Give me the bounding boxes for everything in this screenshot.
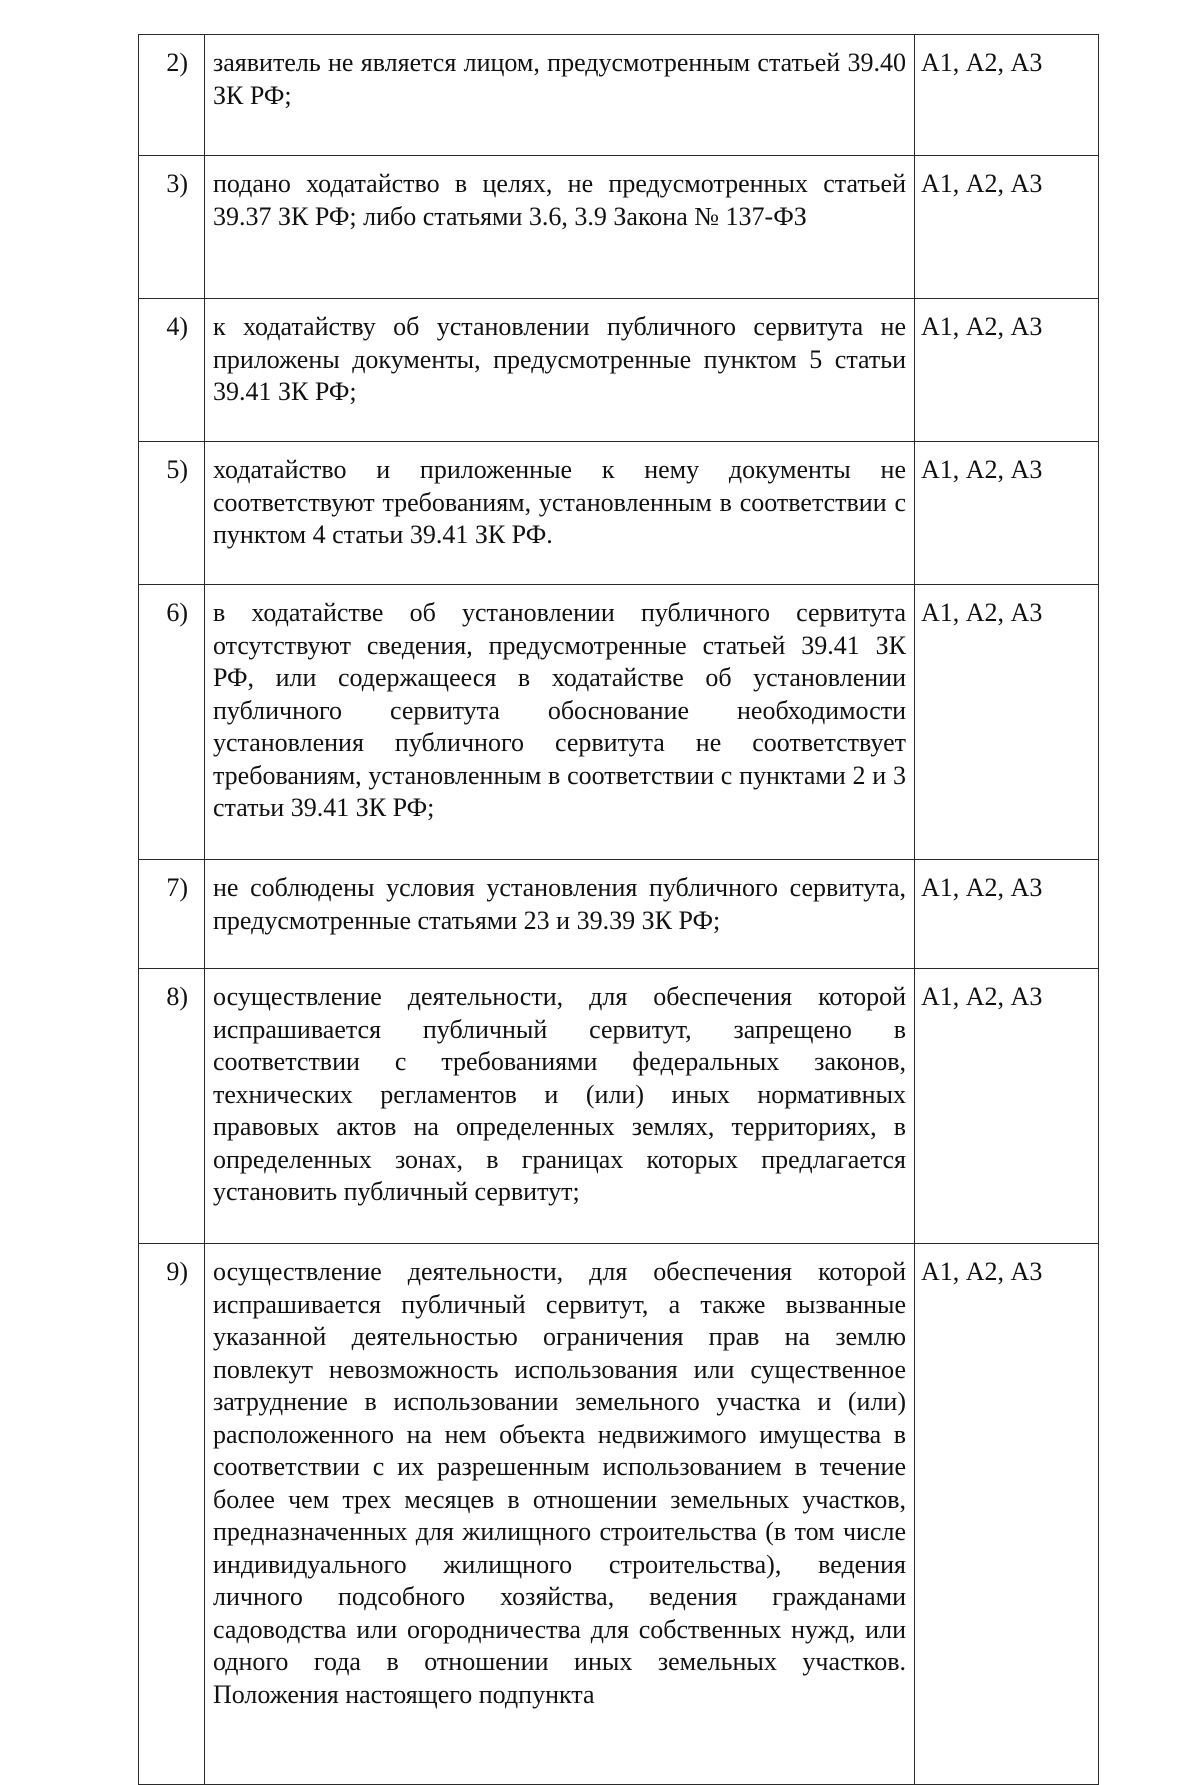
table-row <box>139 969 1099 1244</box>
row-number: 7) <box>139 860 205 969</box>
row-grounds: А1, А2, А3 <box>915 585 1099 860</box>
table-row <box>139 442 1099 585</box>
row-number: 9) <box>139 1244 205 1785</box>
table-row <box>139 35 1099 156</box>
table-row <box>139 299 1099 442</box>
row-text: заявитель не является лицом, предусмотренным статьей 39.40 ЗК РФ; <box>205 35 915 156</box>
row-number: 2) <box>139 35 205 156</box>
table-row <box>139 860 1099 969</box>
row-grounds: А1, А2, А3 <box>915 35 1099 156</box>
row-number: 8) <box>139 969 205 1244</box>
row-grounds: А1, А2, А3 <box>915 442 1099 585</box>
row-number: 3) <box>139 156 205 299</box>
row-text: осуществление деятельности, для обеспечения которой испрашивается публичный сервитут, а также вызванные указанной деятельностью ограничения прав на землю повлекут невозможность использования или существенное затруднение в использовании земельного участка и (или) расположенного на нем объекта недвижимого имущества в соответствии с их разрешенным использованием в течение более чем трех месяцев в отношении земельных участков, предназначенных для жилищного строительства (в том числе индивидуального жилищного строительства), ведения личного подсобного хозяйства, ведения гражданами садоводства или огородничества для собственных нужд, или одного года в отношении иных земельных участков. Положения настоящего подпункта <box>205 1244 915 1785</box>
row-grounds: А1, А2, А3 <box>915 299 1099 442</box>
row-number: 5) <box>139 442 205 585</box>
row-text: подано ходатайство в целях, не предусмотренных статьей 39.37 ЗК РФ; либо статьями 3.6, 3.9 Закона № 137-ФЗ <box>205 156 915 299</box>
refusal-grounds-table <box>138 34 1099 1785</box>
table-row <box>139 156 1099 299</box>
row-text: ходатайство и приложенные к нему документы не соответствуют требованиям, установленным в соответствии с пунктом 4 статьи 39.41 ЗК РФ. <box>205 442 915 585</box>
row-grounds: А1, А2, А3 <box>915 156 1099 299</box>
row-grounds: А1, А2, А3 <box>915 969 1099 1244</box>
table-row <box>139 1244 1099 1785</box>
row-text: осуществление деятельности, для обеспечения которой испрашивается публичный сервитут, запрещено в соответствии с требованиями федеральных законов, технических регламентов и (или) иных нормативных правовых актов на определенных землях, территориях, в определенных зонах, в границах которых предлагается установить публичный сервитут; <box>205 969 915 1244</box>
row-grounds: А1, А2, А3 <box>915 860 1099 969</box>
table-row <box>139 585 1099 860</box>
row-text: к ходатайству об установлении публичного сервитута не приложены документы, предусмотренные пунктом 5 статьи 39.41 ЗК РФ; <box>205 299 915 442</box>
row-number: 4) <box>139 299 205 442</box>
row-grounds: А1, А2, А3 <box>915 1244 1099 1785</box>
row-number: 6) <box>139 585 205 860</box>
row-text: в ходатайстве об установлении публичного сервитута отсутствуют сведения, предусмотренные статьей 39.41 ЗК РФ, или содержащееся в ходатайстве об установлении публичного сервитута обоснование необходимости установления публичного сервитута не соответствует требованиям, установленным в соответствии с пунктами 2 и 3 статьи 39.41 ЗК РФ; <box>205 585 915 860</box>
row-text: не соблюдены условия установления публичного сервитута, предусмотренные статьями 23 и 39.39 ЗК РФ; <box>205 860 915 969</box>
